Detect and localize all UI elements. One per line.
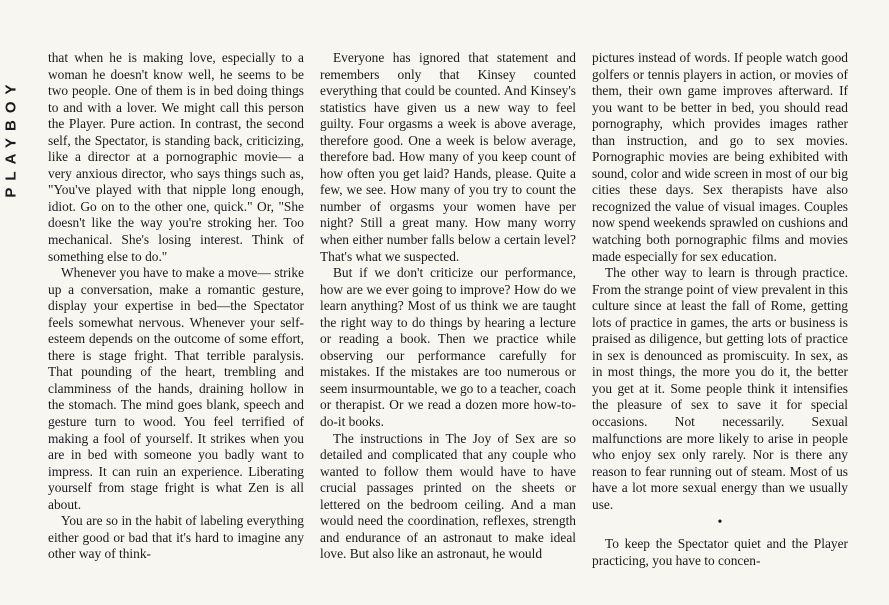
text-column-2 bbox=[320, 50, 576, 563]
paragraph: Everyone has ignored that statement and remembers only that Kinsey counted everything that could be counted. And Kinsey's statistics have given us a new way to feel guilty. Four orgasms a week is above average, therefore good. One a week is below average, therefore bad. How many of you keep count of how often you get laid? Hands, please. Quite a few, we see. How many of you try to count the number of orgasms your women have per night? Still a great many. How many worry when either number falls below a certain level? That's what we suspected. bbox=[320, 50, 576, 264]
paragraph: pictures instead of words. If people watch good golfers or tennis players in action, or movies of them, their own game improves afterward. If you want to be better in bed, you should read pornography, which provides images rather than instruction, and go to sex movies. Pornographic movies are being exhibited with sound, color and wide screen in most of our big cities these days. Sex therapists have also recognized the value of visual images. Couples now spend weekends sprawled on cushions and watching both pornographic films and movies made especially for sex education. bbox=[592, 50, 848, 264]
paragraph: But if we don't criticize our performance, how are we ever going to improve? How do we learn anything? Most of us think we are taught the right way to do things by hearing a lecture or reading a book. Then we practice while observing our performance carefully for mistakes. If the mistakes are too numerous or seem insurmountable, we go to a teacher, coach or therapist. Or we read a dozen more how-to-do-it books. bbox=[320, 265, 576, 430]
magazine-name: PLAYBOY bbox=[2, 76, 20, 198]
text-column-1 bbox=[48, 50, 304, 563]
paragraph: You are so in the habit of labeling everything either good or bad that it's hard to imagine any other way of think- bbox=[48, 513, 304, 562]
text-column-3 bbox=[592, 50, 848, 569]
paragraph: The other way to learn is through practice. From the strange point of view prevalent in this culture since at least the fall of Rome, getting lots of practice in games, the arts or business is praised as diligence, but getting lots of practice in sex is denounced as promiscuity. In sex, as in most things, the more you do it, the better you get at it. Some people think it intensifies the pleasure of sex to save it for special occasions. Not necessarily. Sexual malfunctions are more likely to arise in people who enjoy sex only rarely. Nor is there any reason to fear running out of steam. Most of us have a lot more sexual energy than we usually use. bbox=[592, 265, 848, 512]
paragraph: The instructions in The Joy of Sex are so detailed and complicated that any couple who wanted to follow them would have to have crucial passages printed on the sheets or lettered on the bedroom ceiling. And a man would need the coordination, reflexes, strength and endurance of an astronaut to make ideal love. But also like an astronaut, he would bbox=[320, 430, 576, 562]
paragraph: To keep the Spectator quiet and the Player practicing, you have to concen- bbox=[592, 536, 848, 568]
running-head bbox=[0, 52, 22, 222]
paragraph: that when he is making love, especially to a woman he doesn't know well, he seems to be two people. One of them is in bed doing things to and with a lover. We might call this person the Player. Pure action. In contrast, the second self, the Spectator, is standing back, criticizing, like a director at a pornographic movie— a very anxious director, who says things such as, "You've played with that nipple long enough, idiot. Go on to the other one, quick." Or, "She doesn't like the way you're stroking her. Too mechanical. She's losing interest. Think of something else to do." bbox=[48, 50, 304, 264]
section-separator: • bbox=[717, 515, 723, 531]
paragraph: Whenever you have to make a move— strike up a conversation, make a romantic gesture, display your expertise in bed—the Spectator feels somewhat nervous. Whenever your self-esteem depends on the outcome of some effort, there is stage fright. That terrible paralysis. That pounding of the heart, trembling and clamminess of the hands, draining hollow in the stomach. The mind goes blank, speech and gesture turn to wood. You feel terrified of making a fool of yourself. It strikes when you are in bed with someone you badly want to impress. It can ruin an experience. Liberating yourself from stage fright is what Zen is all about. bbox=[48, 265, 304, 512]
